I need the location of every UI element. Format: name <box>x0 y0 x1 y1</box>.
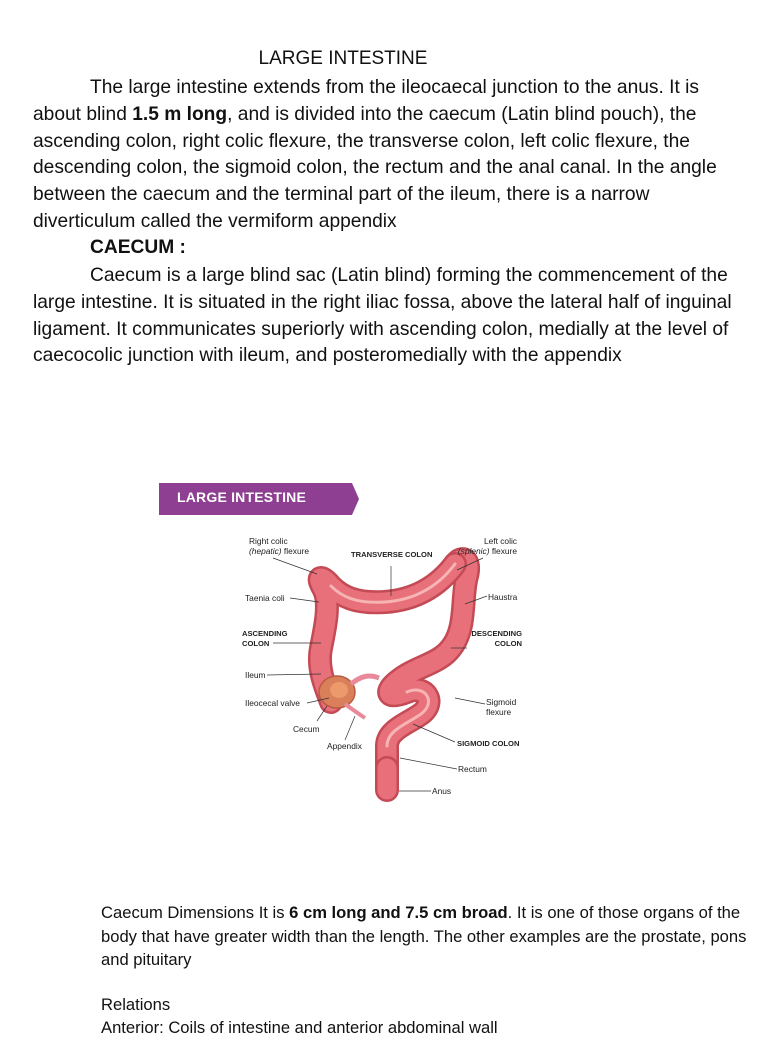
relations-anterior-text: Anterior: Coils of intestine and anterior abdominal wall <box>101 1018 498 1037</box>
label-left-colic-flexure <box>449 536 517 556</box>
label-sigmoid-flexure <box>486 697 516 717</box>
label-right-colic-flexure <box>249 536 309 556</box>
intro-length: 1.5 m long <box>132 103 228 125</box>
dimensions-text-rest: . It is one of those organs of the body that have greater width than the length. The other examples are the prostate, pons and pituitary <box>101 903 747 969</box>
caecum-dimensions-paragraph <box>101 901 766 972</box>
label-sigmoid-flexure-line1: Sigmoid <box>486 697 517 707</box>
label-right-colic-hepatic: (hepatic) <box>249 546 282 556</box>
caecum-text: Caecum is a large blind sac (Latin blind) forming the commencement of the large intestine. It is situated in the right iliac fossa, above the lateral half of inguinal ligament. It communicates superiorly with ascending colon, medially at the level of caecocolic junction with ileum, and posteromedially with the appendix <box>33 265 732 367</box>
label-haustra: Haustra <box>488 592 518 602</box>
label-transverse-colon: TRANSVERSE COLON <box>351 550 433 559</box>
relations-heading: Relations <box>101 995 171 1014</box>
intro-text-rest: , and is divided into the caecum (Latin blind pouch), the ascending colon, right colic flexure, the transverse colon, left colic flexure, the descending colon, the sigmoid colon, the rectum and the anal canal. In the angle between the caecum and the terminal part of the ileum, there is a narrow diverticulum called the vermiform appendix <box>33 103 717 232</box>
label-taenia-coli: Taenia coli <box>245 593 285 603</box>
label-rectum: Rectum <box>458 764 487 774</box>
label-descending-line2: COLON <box>494 639 522 648</box>
label-left-colic-splenic: (splenic) <box>457 546 490 556</box>
caecum-heading: CAECUM : <box>90 237 186 258</box>
intro-text-start: The large intestine extends from the ileocaecal junction to the anus. It is about blind <box>33 77 700 125</box>
label-sigmoid-colon: SIGMOID COLON <box>457 739 520 748</box>
dimensions-values: 6 cm long and 7.5 cm broad <box>289 903 508 922</box>
label-ileum: Ileum <box>245 670 266 680</box>
label-left-colic-line2: flexure <box>489 546 517 556</box>
label-ileocecal-valve: Ileocecal valve <box>245 698 300 708</box>
intro-paragraph <box>33 75 743 236</box>
label-ascending-line2: COLON <box>242 639 270 648</box>
label-left-colic-line1: Left colic <box>483 536 517 546</box>
page-title: LARGE INTESTINE <box>258 48 428 69</box>
label-descending-line1: DESCENDING <box>471 629 522 638</box>
label-right-colic-line1: Right colic <box>249 536 288 546</box>
label-cecum: Cecum <box>293 724 320 734</box>
label-ascending-colon <box>242 629 288 649</box>
label-ascending-line1: ASCENDING <box>242 629 288 638</box>
dimensions-text-start: Caecum Dimensions It is <box>101 903 290 922</box>
label-anus: Anus <box>432 786 452 796</box>
label-appendix: Appendix <box>327 741 362 751</box>
large-intestine-figure <box>155 478 535 808</box>
label-sigmoid-flexure-line2: flexure <box>486 707 512 717</box>
figure-banner-title: LARGE INTESTINE <box>177 489 307 505</box>
label-right-colic-line2: flexure <box>281 546 310 556</box>
label-descending-colon <box>455 629 522 649</box>
caecum-paragraph <box>33 263 743 370</box>
